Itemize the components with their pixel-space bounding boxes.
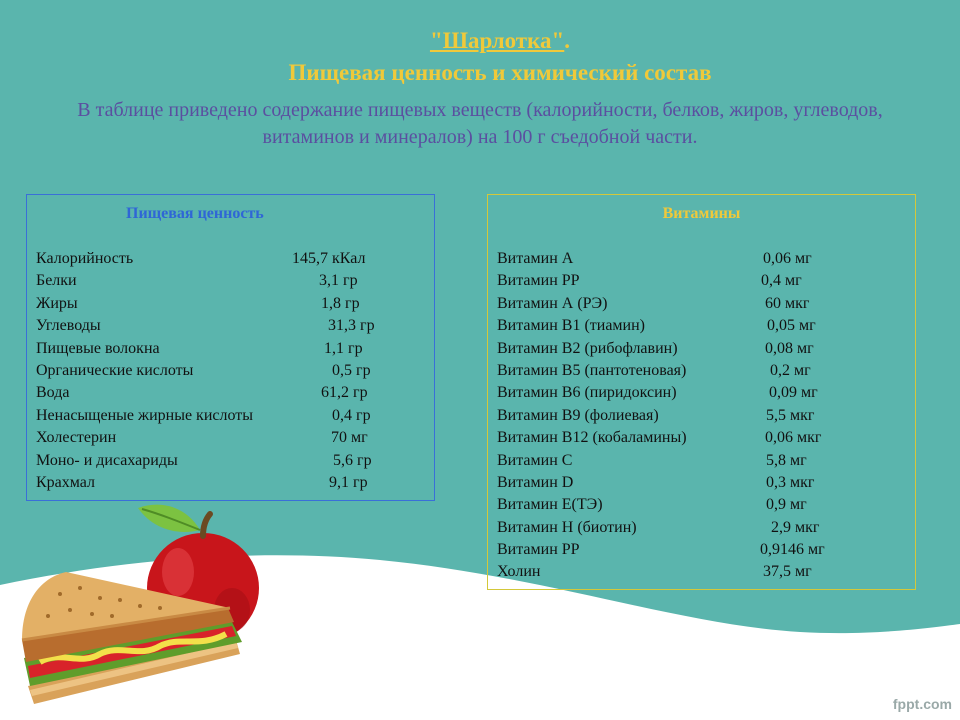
vitamin-name: Витамин В9 (фолиевая): [497, 406, 659, 424]
vitamin-name: Витамин В1 (тиамин): [497, 317, 646, 335]
vitamin-name: Витамин С: [497, 451, 573, 469]
vitamin-row: [497, 338, 915, 360]
vitamin-value: 0,09 мг: [769, 384, 818, 402]
title-dot: .: [564, 28, 571, 53]
nutrient-value: 145,7 кКал: [292, 250, 366, 267]
vitamin-value: 0,08 мг: [765, 339, 814, 357]
vitamin-row: [497, 360, 915, 382]
nutrition-row: [36, 315, 434, 337]
vitamin-value: 0,06 мг: [763, 250, 812, 267]
nutrition-row: [36, 360, 434, 382]
nutrition-row: [36, 382, 434, 404]
nutrient-name: Жиры: [36, 294, 78, 312]
vitamin-row: [497, 561, 915, 583]
nutrient-name: Моно- и дисахариды: [36, 451, 178, 469]
vitamin-name: Витамин А: [497, 250, 574, 267]
nutrient-name: Пищевые волокна: [36, 339, 160, 357]
nutrition-panel: [26, 194, 435, 501]
nutrition-row: [36, 427, 434, 449]
vitamin-name: Витамин D: [497, 473, 574, 491]
nutrient-name: Вода: [36, 384, 70, 402]
vitamins-heading: Витамины: [662, 205, 741, 222]
nutrient-value: 1,8 гр: [321, 294, 360, 312]
vitamin-value: 0,06 мкг: [765, 429, 822, 447]
vitamins-panel: [487, 194, 916, 590]
nutrient-value: 9,1 гр: [329, 473, 368, 491]
nutrient-name: Крахмал: [36, 473, 96, 491]
nutrient-name: Калорийность: [36, 250, 134, 267]
nutrition-row: [36, 270, 434, 292]
vitamin-row: [497, 427, 915, 449]
nutrition-row: [36, 293, 434, 315]
nutrient-value: 31,3 гр: [328, 317, 375, 335]
vitamin-row: [497, 450, 915, 472]
vitamin-row: [497, 539, 915, 561]
vitamin-value: 0,2 мг: [770, 361, 811, 379]
vitamin-row: [497, 270, 915, 292]
nutrition-list: [36, 248, 434, 494]
nutrition-row: [36, 338, 434, 360]
vitamin-name: Витамин В6 (пиридоксин): [497, 384, 677, 402]
intro-text: В таблице приведено содержание пищевых веществ (калорийности, белков, жиров, углеводов, витаминов и минералов) на 100 г съедобной части.: [77, 99, 883, 148]
vitamin-row: [497, 248, 915, 270]
page-subtitle-heading: Пищевая ценность и химический состав: [288, 60, 712, 85]
vitamin-name: Витамин РР: [497, 272, 580, 290]
nutrient-value: 61,2 гр: [321, 384, 368, 402]
recipe-title-link[interactable]: "Шарлотка": [429, 28, 565, 53]
vitamin-name: Витамин В5 (пантотеновая): [497, 361, 687, 379]
nutrient-value: 1,1 гр: [324, 339, 363, 357]
vitamin-value: 5,8 мг: [766, 451, 807, 469]
vitamin-value: 60 мкг: [765, 294, 810, 312]
nutrition-heading: Пищевая ценность: [126, 205, 264, 222]
vitamin-row: [497, 405, 915, 427]
nutrient-name: Органические кислоты: [36, 361, 194, 379]
nutrition-row: [36, 405, 434, 427]
vitamin-value: 37,5 мг: [763, 563, 812, 581]
vitamin-value: 2,9 мкг: [771, 518, 820, 536]
vitamin-name: Витамин Н (биотин): [497, 518, 637, 536]
nutrient-name: Ненасыщеные жирные кислоты: [36, 406, 253, 424]
vitamin-row: [497, 472, 915, 494]
nutrient-value: 70 мг: [331, 429, 368, 447]
nutrient-value: 3,1 гр: [319, 272, 358, 290]
vitamin-row: [497, 382, 915, 404]
nutrient-name: Белки: [36, 272, 77, 290]
nutrition-row: [36, 248, 434, 270]
vitamin-value: 0,9 мг: [766, 496, 807, 514]
nutrient-name: Холестерин: [36, 429, 117, 447]
sandwich-apple-illustration: [0, 490, 280, 720]
vitamin-row: [497, 517, 915, 539]
vitamin-row: [497, 315, 915, 337]
nutrient-value: 0,5 гр: [332, 361, 371, 379]
nutrient-value: 0,4 гр: [332, 406, 371, 424]
nutrient-value: 5,6 гр: [333, 451, 372, 469]
vitamin-row: [497, 293, 915, 315]
vitamins-list: [497, 248, 915, 584]
vitamin-name: Холин: [497, 563, 541, 581]
nutrition-row: [36, 450, 434, 472]
vitamin-value: 0,4 мг: [761, 272, 802, 290]
vitamin-value: 0,9146 мг: [760, 541, 825, 559]
vitamin-name: Витамин Е(ТЭ): [497, 496, 603, 514]
vitamin-name: Витамин РР: [497, 541, 580, 559]
vitamin-value: 5,5 мкг: [766, 406, 815, 424]
vitamin-value: 0,05 мг: [767, 317, 816, 335]
nutrient-name: Углеводы: [36, 317, 101, 335]
page-title: [0, 28, 960, 54]
vitamin-row: [497, 494, 915, 516]
vitamin-name: Витамин В2 (рибофлавин): [497, 339, 678, 357]
fppt-logo[interactable]: fppt.com: [892, 696, 952, 712]
vitamin-value: 0,3 мкг: [766, 473, 815, 491]
vitamin-name: Витамин В12 (кобаламины): [497, 429, 687, 447]
vitamin-name: Витамин А (РЭ): [497, 294, 608, 312]
